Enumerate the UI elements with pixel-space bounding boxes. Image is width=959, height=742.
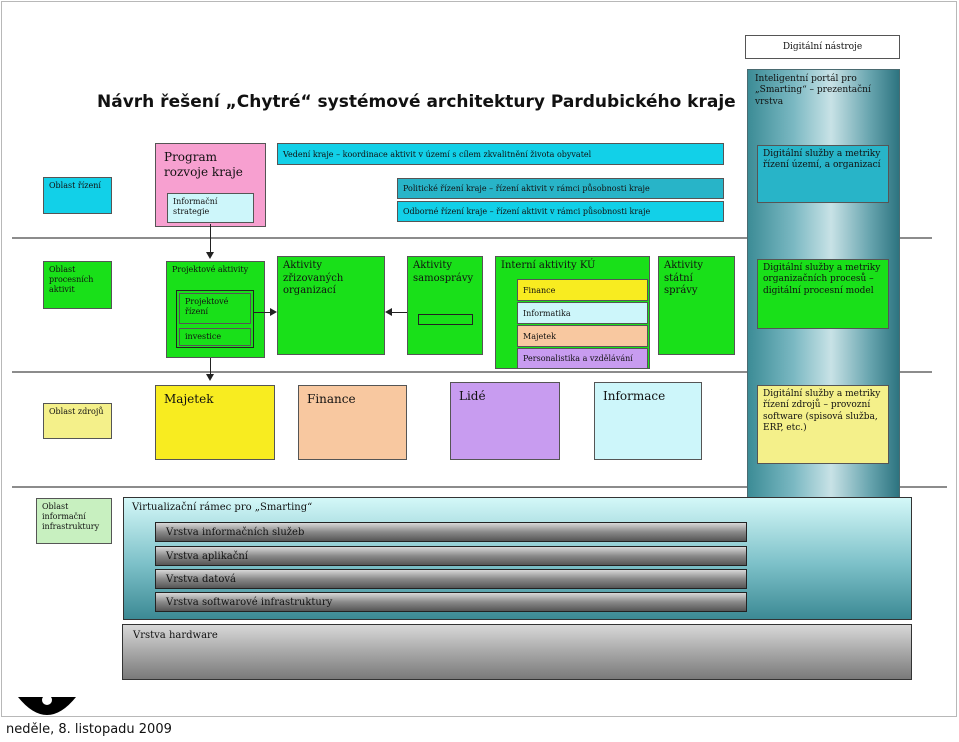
service-area-box: Digitální služby a metriky řízení území, a organizací bbox=[757, 145, 889, 203]
selfgov-inner-rect bbox=[418, 314, 473, 325]
professional-box: Odborné řízení kraje – řízení aktivit v rámci působnosti kraje bbox=[397, 201, 724, 222]
hardware-label: Vrstva hardware bbox=[133, 630, 218, 641]
hardware-layer bbox=[122, 624, 912, 680]
leadership-box: Vedení kraje – koordinace aktivit v území s cílem zkvalitnění života obyvatel bbox=[277, 143, 724, 165]
service-process-box: Digitální služby a metriky organizačních procesů – digitální procesní model bbox=[757, 259, 889, 329]
area-label-procesni: Oblast procesních aktivit bbox=[43, 261, 112, 309]
internal-activities-label: Interní aktivity KÚ bbox=[501, 260, 596, 271]
layer-label: Vrstva softwarové infrastruktury bbox=[166, 597, 333, 608]
slide-date: neděle, 8. listopadu 2009 bbox=[6, 722, 172, 737]
layer-bar bbox=[155, 569, 747, 589]
area-label-rizeni: Oblast řízení bbox=[43, 177, 112, 214]
resource-majetek: Majetek bbox=[155, 385, 275, 460]
portal-label: Inteligentní portál pro „Smarting“ – prezentační vrstva bbox=[755, 74, 871, 107]
service-resources-box: Digitální služby a metriky řízení zdrojů – provozní software (spisová služba, ERP, etc.) bbox=[757, 385, 889, 464]
program-label: Program rozvoje kraje bbox=[164, 150, 243, 179]
resource-informace: Informace bbox=[594, 382, 702, 460]
virtualization-label: Virtualizační rámec pro „Smarting“ bbox=[132, 502, 313, 513]
digital-tools-header: Digitální nástroje bbox=[745, 35, 900, 59]
selfgov-box bbox=[407, 256, 483, 355]
arrow-line bbox=[210, 224, 211, 254]
layer-label: Vrstva aplikační bbox=[166, 551, 248, 562]
resource-finance: Finance bbox=[298, 385, 407, 460]
established-orgs-box: Aktivity zřizovaných organizací bbox=[277, 256, 385, 355]
area-label-zdroje: Oblast zdrojů bbox=[43, 403, 112, 439]
internal-item-majetek: Majetek bbox=[517, 325, 648, 347]
internal-item-finance: Finance bbox=[517, 279, 648, 301]
layer-label: Vrstva informačních služeb bbox=[166, 527, 305, 538]
area-label-infra: Oblast informační infrastruktury bbox=[36, 498, 112, 544]
political-box: Politické řízení kraje – řízení aktivit v rámci působnosti kraje bbox=[397, 178, 724, 199]
strategy-box: Informační strategie bbox=[167, 193, 254, 223]
state-admin-box: Aktivity státní správy bbox=[658, 256, 735, 355]
layer-bar bbox=[155, 522, 747, 542]
selfgov-label: Aktivity samosprávy bbox=[413, 260, 474, 284]
slide-title: Návrh řešení „Chytré“ systémové architektury Pardubického kraje bbox=[97, 92, 736, 112]
layer-bar bbox=[155, 546, 747, 566]
investments-box: investice bbox=[179, 328, 251, 346]
slide-frame bbox=[1, 1, 957, 717]
resource-lide: Lidé bbox=[450, 382, 560, 460]
project-mgmt-box: Projektové řízení bbox=[179, 293, 251, 324]
layer-label: Vrstva datová bbox=[166, 574, 236, 585]
projects-label: Projektové aktivity bbox=[172, 265, 249, 274]
internal-item-informatika: Informatika bbox=[517, 302, 648, 324]
internal-item-personalistika: Personalistika a vzdělávání bbox=[517, 348, 648, 369]
logo-icon bbox=[16, 697, 78, 717]
arrow-head bbox=[385, 308, 392, 316]
arrow-head bbox=[270, 308, 277, 316]
arrow-head bbox=[206, 374, 214, 381]
arrow-line bbox=[390, 312, 407, 313]
layer-bar bbox=[155, 592, 747, 612]
arrow-head bbox=[206, 252, 214, 259]
